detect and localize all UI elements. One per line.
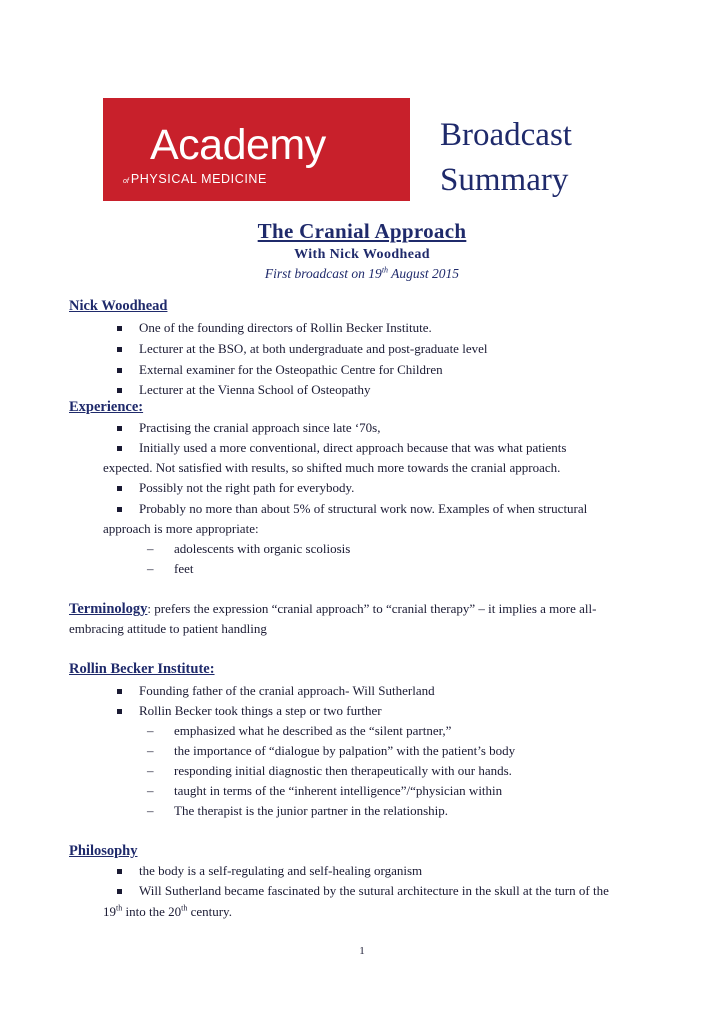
list-item: External examiner for the Osteopathic Centre for Children	[139, 362, 443, 377]
list-item: Practising the cranial approach since late ‘70s,	[139, 420, 381, 435]
bullet-icon	[117, 889, 122, 894]
date-sup: th	[381, 265, 389, 275]
sub-list-item: responding initial diagnostic then therapeutically with our hands.	[174, 763, 512, 778]
bullet-icon	[117, 689, 122, 694]
bullet-icon	[117, 388, 122, 393]
list-item-continuation: approach is more appropriate:	[103, 521, 259, 536]
bullet-icon	[117, 347, 122, 352]
logo-of: of	[123, 178, 129, 185]
presenter-line: With Nick Woodhead	[294, 247, 430, 262]
sub-list-item: feet	[174, 561, 194, 576]
list-item: Probably no more than about 5% of structural work now. Examples of when structural	[139, 501, 588, 516]
heading-terminology: Terminology	[69, 601, 148, 617]
list-item: the body is a self-regulating and self-healing organism	[139, 863, 423, 878]
bullet-icon	[117, 426, 122, 431]
dash-icon: –	[147, 541, 154, 556]
heading-experience: Experience:	[69, 399, 144, 415]
date-pre: First broadcast on 19	[264, 266, 382, 281]
list-item: Founding father of the cranial approach- Will Sutherland	[139, 683, 435, 698]
terminology-text: : prefers the expression “cranial approach” to “cranial therapy” – it implies a more all-	[147, 601, 597, 616]
heading-rollin-becker: Rollin Becker Institute:	[69, 661, 215, 677]
logo-subtitle	[123, 173, 267, 186]
bullet-icon	[117, 446, 122, 451]
broadcast-date	[0, 266, 724, 282]
sub-list-item: the importance of “dialogue by palpation” with the patient’s body	[174, 743, 516, 758]
bullet-icon	[117, 486, 122, 491]
sub-list-item: emphasized what he described as the “silent partner,”	[174, 723, 452, 738]
dash-icon: –	[147, 723, 154, 738]
bullet-icon	[117, 368, 122, 373]
list-item-continuation	[103, 905, 232, 918]
dash-icon: –	[147, 803, 154, 818]
logo-wordmark: Academy	[150, 121, 326, 169]
sub-list-item: adolescents with organic scoliosis	[174, 541, 351, 556]
bullet-icon	[117, 507, 122, 512]
p-19: 19	[103, 904, 116, 919]
list-item: One of the founding directors of Rollin Becker Institute.	[139, 320, 432, 335]
heading-philosophy: Philosophy	[69, 843, 138, 859]
dash-icon: –	[147, 743, 154, 758]
list-item-continuation: expected. Not satisfied with results, so shifted much more towards the cranial approach.	[103, 460, 561, 475]
list-item: Lecturer at the BSO, at both undergraduate and post-graduate level	[139, 341, 488, 356]
list-item: Will Sutherland became fascinated by the sutural architecture in the skull at the turn of the	[139, 883, 609, 898]
sub-list-item: The therapist is the junior partner in the relationship.	[174, 803, 449, 818]
p-sup2: th	[181, 903, 188, 913]
bullet-icon	[117, 326, 122, 331]
dash-icon: –	[147, 763, 154, 778]
summary-label: Summary	[440, 162, 569, 198]
p-century: century.	[187, 904, 232, 919]
page-title: The Cranial Approach	[257, 219, 467, 243]
terminology-continuation: embracing attitude to patient handling	[69, 621, 267, 636]
list-item: Rollin Becker took things a step or two further	[139, 703, 382, 718]
logo-sub-text: PHYSICAL MEDICINE	[130, 172, 267, 186]
list-item: Possibly not the right path for everybody.	[139, 480, 355, 495]
academy-logo	[103, 98, 410, 201]
sub-list-item: taught in terms of the “inherent intelligence”/“physician within	[174, 783, 503, 798]
list-item: Initially used a more conventional, direct approach because that was what patients	[139, 440, 567, 455]
date-post: August 2015	[388, 266, 460, 281]
dash-icon: –	[147, 561, 154, 576]
list-item: Lecturer at the Vienna School of Osteopathy	[139, 382, 371, 397]
page-number: 1	[359, 945, 365, 957]
bullet-icon	[117, 869, 122, 874]
terminology-line	[69, 602, 596, 617]
dash-icon: –	[147, 783, 154, 798]
heading-nick-woodhead: Nick Woodhead	[69, 298, 168, 314]
p-sup1: th	[116, 903, 123, 913]
bullet-icon	[117, 709, 122, 714]
broadcast-label: Broadcast	[440, 117, 572, 153]
p-into: into the 20	[122, 904, 182, 919]
